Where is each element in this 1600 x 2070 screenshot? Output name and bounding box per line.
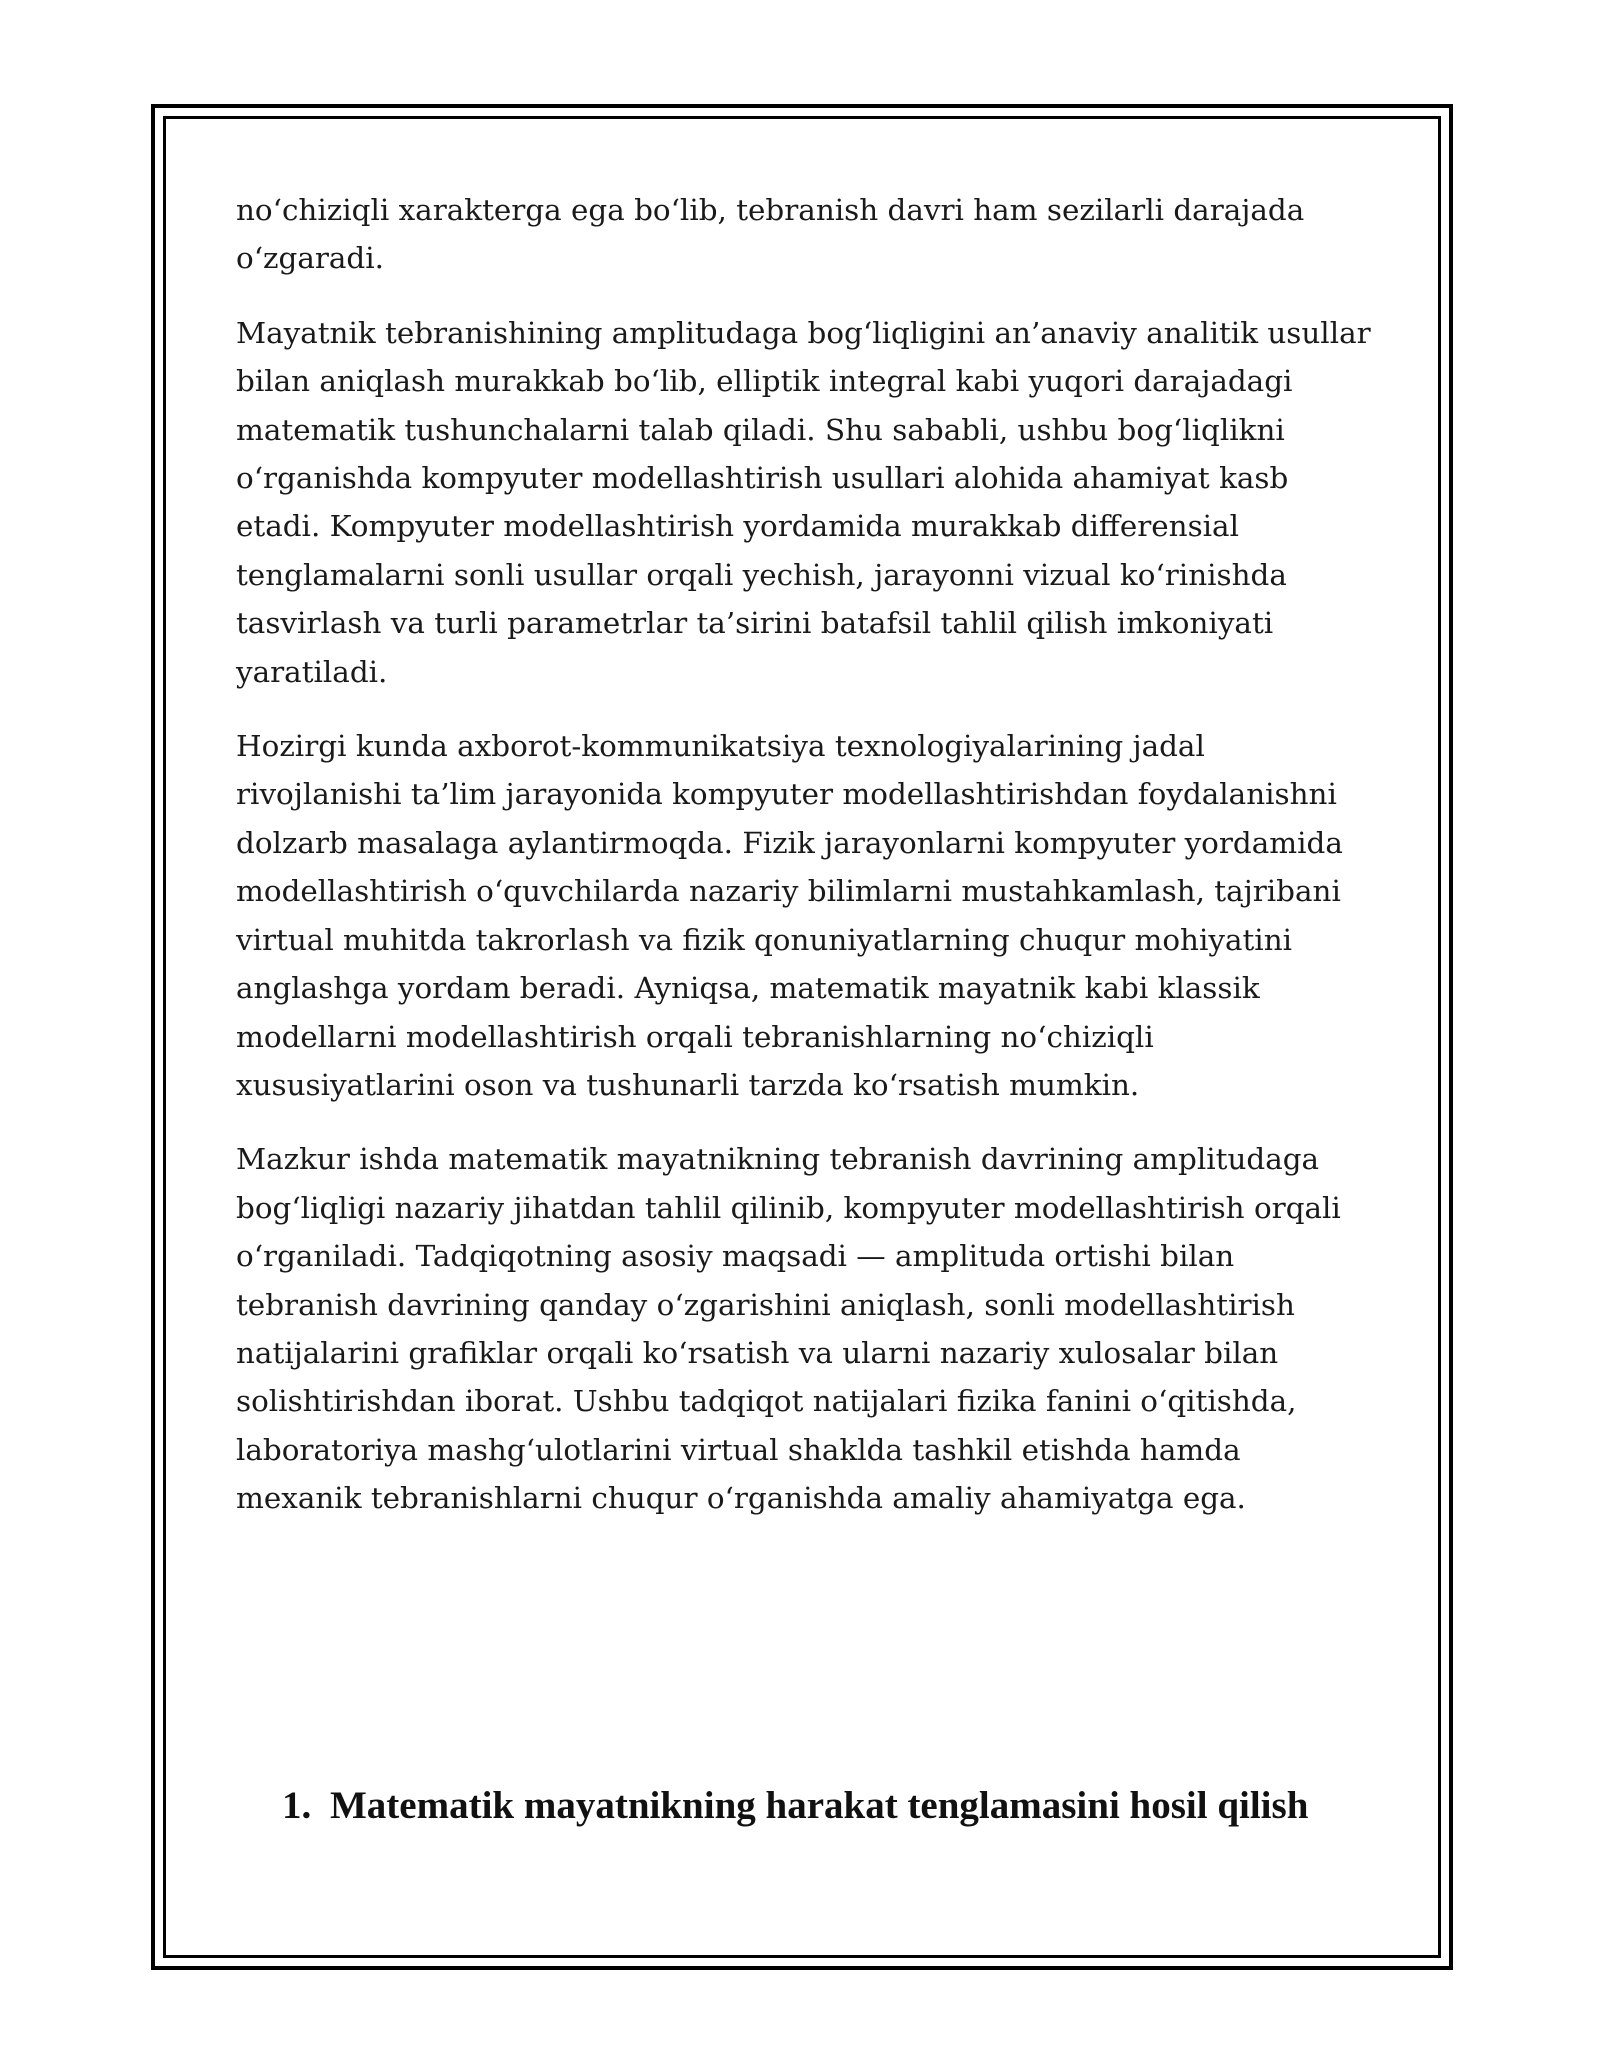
paragraph-4: Mazkur ishda matematik mayatnikning tebranish davrining amplitudaga bogʻliqligi nazariy jihatdan tahlil qilinib, kompyuter modellashtirish orqali oʻrganiladi. Tadqiqotning asosiy maqsadi — amplituda ortishi bilan tebranish davrining qanday oʻzgarishini aniqlash, sonli modellashtirish natijalarini grafiklar orqali koʻrsatish va ularni nazariy xulosalar bilan solishtirishdan iborat. Ushbu tadqiqot natijalari fizika fanini oʻqitishda, laboratoriya mashgʻulotlarini virtual shaklda tashkil etishda hamda mexanik tebranishlarni chuqur oʻrganishda amaliy ahamiyatga ega. <box>236 1142 1341 1516</box>
paragraph-1: noʻchiziqli xarakterga ega boʻlib, tebranish davri ham sezilarli darajada oʻzgaradi. <box>236 193 1305 276</box>
body-text <box>236 186 1371 1549</box>
section-title: Matematik mayatnikning harakat tenglamasini hosil qilish <box>330 1784 1309 1827</box>
section-number: 1. <box>282 1784 312 1827</box>
section-heading <box>282 1778 1342 1834</box>
paragraph-3: Hozirgi kunda axborot-kommunikatsiya texnologiyalarining jadal rivojlanishi ta’lim jarayonida kompyuter modellashtirishdan foydalanishni dolzarb masalaga aylantirmoqda. Fizik jarayonlarni kompyuter yordamida modellashtirish oʻquvchilarda nazariy bilimlarni mustahkamlash, tajribani virtual muhitda takrorlash va fizik qonuniyatlarning chuqur mohiyatini anglashga yordam beradi. Ayniqsa, matematik mayatnik kabi klassik modellarni modellashtirish orqali tebranishlarning noʻchiziqli xususiyatlarini oson va tushunarli tarzda koʻrsatish mumkin. <box>236 729 1343 1102</box>
paragraph-2: Mayatnik tebranishining amplitudaga bogʻliqligini an’anaviy analitik usullar bilan aniqlash murakkab boʻlib, elliptik integral kabi yuqori darajadagi matematik tushunchalarni talab qiladi. Shu sababli, ushbu bogʻliqlikni oʻrganishda kompyuter modellashtirish usullari alohida ahamiyat kasb etadi. Kompyuter modellashtirish yordamida murakkab differensial tenglamalarni sonli usullar orqali yechish, jarayonni vizual koʻrinishda tasvirlash va turli parametrlar ta’sirini batafsil tahlil qilish imkoniyati yaratiladi. <box>236 315 1371 689</box>
